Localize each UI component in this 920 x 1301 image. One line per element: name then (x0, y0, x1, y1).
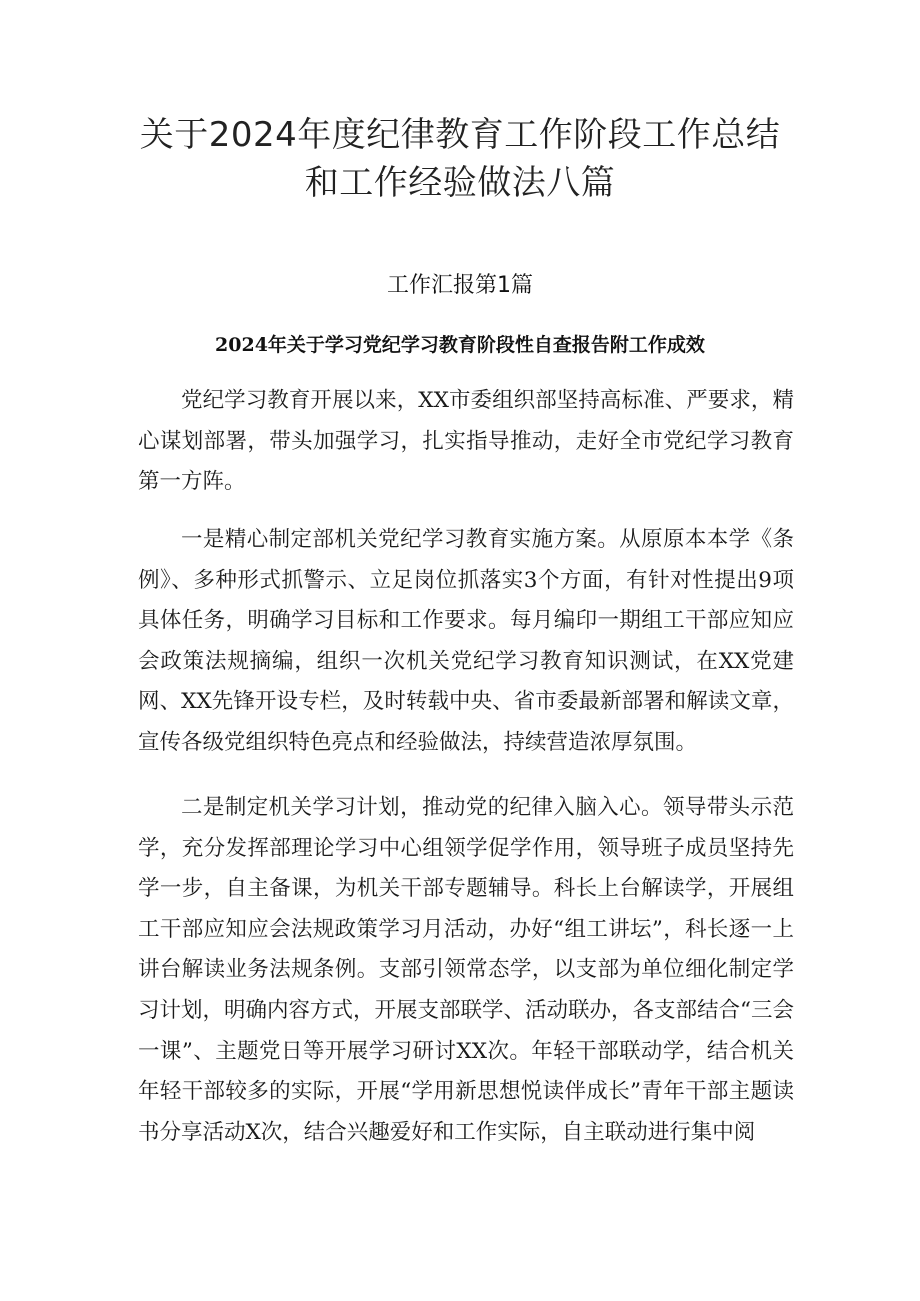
section-heading: 工作汇报第1篇 (387, 273, 533, 298)
report-title: 2024年关于学习党纪学习教育阶段性自查报告附工作成效 (215, 334, 705, 356)
document-title-line-1: 关于2024年度纪律教育工作阶段工作总结 (139, 115, 781, 155)
body-paragraph: 一是精心制定部机关党纪学习教育实施方案。从原原本本学《条例》、多种形式抓警示、立足岗位抓落实3个方面，有针对性提出9项具体任务，明确学习目标和工作要求。每月编印一期组工干部应知应会政策法规摘编，组织一次机关党纪学习教育知识测试，在XX党建网、XX先锋开设专栏，及时转载中央、省市委最新部署和解读文章，宣传各级党组织特色亮点和经验做法，持续营造浓厚氛围。 (138, 527, 794, 755)
document-title-line-2: 和工作经验做法八篇 (304, 163, 616, 203)
body-paragraph: 党纪学习教育开展以来，XX市委组织部坚持高标准、严要求，精心谋划部署，带头加强学习，扎实指导推动，走好全市党纪学习教育第一方阵。 (138, 388, 794, 495)
body-paragraph: 二是制定机关学习计划，推动党的纪律入脑入心。领导带头示范学，充分发挥部理论学习中心组领学促学作用，领导班子成员坚持先学一步，自主备课，为机关干部专题辅导。科长上台解读学，开展组工干部应知应会法规政策学习月活动，办好“组工讲坛”，科长逐一上讲台解读业务法规条例。支部引领常态学，以支部为单位细化制定学习计划，明确内容方式，开展支部联学、活动联办，各支部结合“三会一课”、主题党日等开展学习研讨XX次。年轻干部联动学，结合机关年轻干部较多的实际，开展“学用新思想悦读伴成长”青年干部主题读书分享活动X次，结合兴趣爱好和工作实际，自主联动进行集中阅 (138, 795, 794, 1145)
